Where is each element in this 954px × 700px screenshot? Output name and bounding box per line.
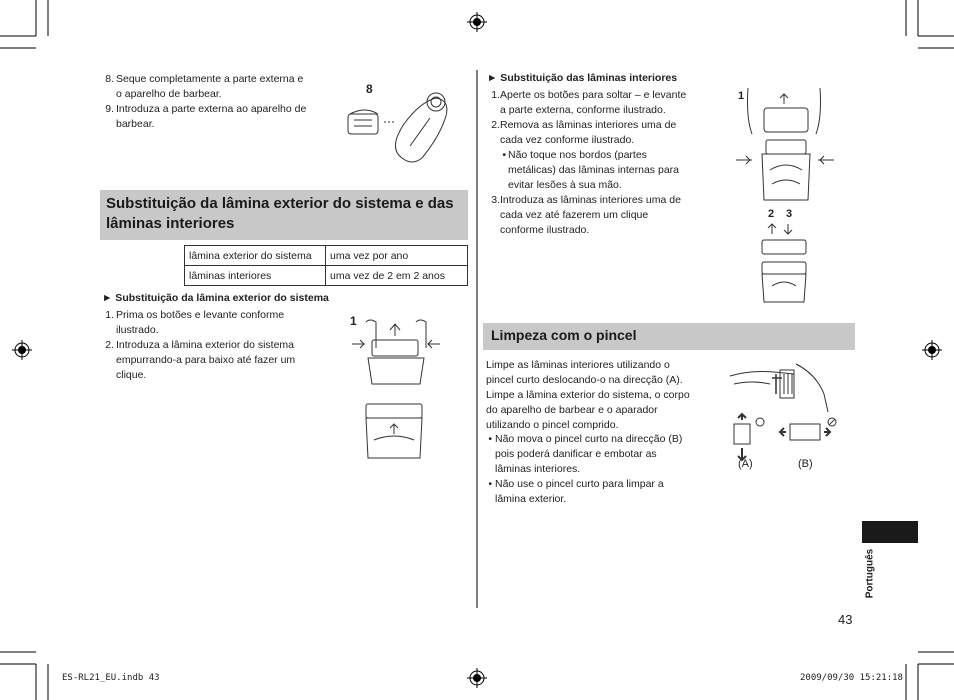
page-number: 43	[838, 612, 853, 627]
section-heading	[100, 190, 468, 240]
step-text: Não toque nos bordos (partes metálicas) das lâminas internas para evitar lesões à sua mão.	[508, 149, 679, 191]
table-row	[185, 246, 468, 266]
cleaning-paragraph: Limpe as lâminas interiores utilizando o pincel curto deslocando-o na direcção (A). Limpe a lâmina exterior do sistema, o corpo do aparelho de barbear e o aparador utilizando o pincel comprido.	[486, 359, 690, 431]
registration-mark-bottom	[467, 668, 487, 688]
table-cell-interval: uma vez por ano	[326, 246, 468, 266]
step-number: 8.	[105, 73, 114, 85]
brush-label-a: (A)	[738, 458, 753, 470]
step-text: Aperte os botões para soltar – e levante a parte externa, conforme ilustrado.	[500, 89, 687, 116]
shaver-illustration	[340, 80, 470, 172]
figure-brush-cleaning	[726, 360, 840, 474]
bullet: •	[488, 433, 492, 445]
cleaning-heading	[483, 323, 855, 350]
table-cell-interval: uma vez de 2 em 2 anos	[326, 266, 468, 286]
step-text: Introduza a parte externa ao aparelho de barbear.	[116, 103, 307, 130]
bullet-text: Não mova o pincel curto na direcção (B) pois poderá danificar e embotar as lâminas interiores.	[495, 433, 683, 475]
table-row	[185, 266, 468, 286]
figure-outer-foil	[344, 312, 444, 470]
step-text: Introduza a lâmina exterior do sistema empurrando-a para baixo até fazer um clique.	[116, 339, 296, 381]
bullet: •	[502, 149, 506, 161]
cleaning-bullets	[486, 432, 710, 512]
steps-inner-blades	[486, 88, 716, 238]
table-cell-part: lâmina exterior do sistema	[185, 246, 326, 266]
section-heading-line: lâminas interiores	[106, 215, 235, 232]
figure-step-label: 1	[738, 90, 745, 102]
registration-mark-left	[12, 340, 32, 360]
figure-inner-blade-removal	[732, 84, 838, 202]
table-cell-part: lâminas interiores	[185, 266, 326, 286]
figure-step-label: 1	[350, 314, 357, 328]
step-number: 1.	[105, 309, 114, 321]
figure-inner-blade-insert	[752, 206, 816, 304]
step-number: 9.	[105, 103, 114, 115]
steps-a	[100, 72, 340, 132]
step-text: Remova as lâminas interiores uma de cada vez conforme ilustrado.	[500, 119, 677, 146]
subsection-title: ► Substituição das lâminas interiores	[487, 72, 678, 84]
step-text: Introduza as lâminas interiores uma de cada vez até fazerem um clique conforme ilustrado.	[500, 194, 681, 236]
replacement-interval-table	[184, 245, 468, 286]
cleaning-heading-text: Limpeza com o pincel	[491, 327, 637, 343]
step-number: 3.	[491, 194, 500, 206]
steps-b	[100, 308, 340, 388]
footer-datetime: 2009/09/30 15:21:18	[800, 673, 903, 683]
subsection-title: ► Substituição da lâmina exterior do sistema	[102, 292, 329, 304]
registration-mark-top	[467, 12, 487, 32]
figure-step-label: 3	[786, 208, 793, 220]
step-text: Seque completamente a parte externa e o aparelho de barbear.	[116, 73, 304, 100]
language-tab-label: Português	[864, 548, 876, 599]
bullet: •	[488, 478, 492, 490]
step-text: Prima os botões e levante conforme ilustrado.	[116, 309, 285, 336]
section-heading-line: Substituição da lâmina exterior do sistema e das	[106, 195, 454, 212]
bullet-text: Não use o pincel curto para limpar a lâmina exterior.	[495, 478, 664, 505]
brush-label-b: (B)	[798, 458, 813, 470]
footer-file: ES-RL21_EU.indb 43	[62, 673, 160, 683]
inner-blade-illustration	[732, 84, 838, 202]
inner-blade-insert-illustration	[752, 206, 816, 304]
step-number: 2.	[105, 339, 114, 351]
figure-step-label: 2	[768, 208, 775, 220]
registration-mark-right	[922, 340, 942, 360]
step-number: 1.	[491, 89, 500, 101]
step-number: 2.	[491, 119, 500, 131]
figure-step-label: 8	[366, 82, 373, 96]
brush-illustration	[726, 360, 840, 474]
outer-foil-illustration	[344, 312, 444, 470]
figure-shaver-attach	[340, 80, 470, 172]
